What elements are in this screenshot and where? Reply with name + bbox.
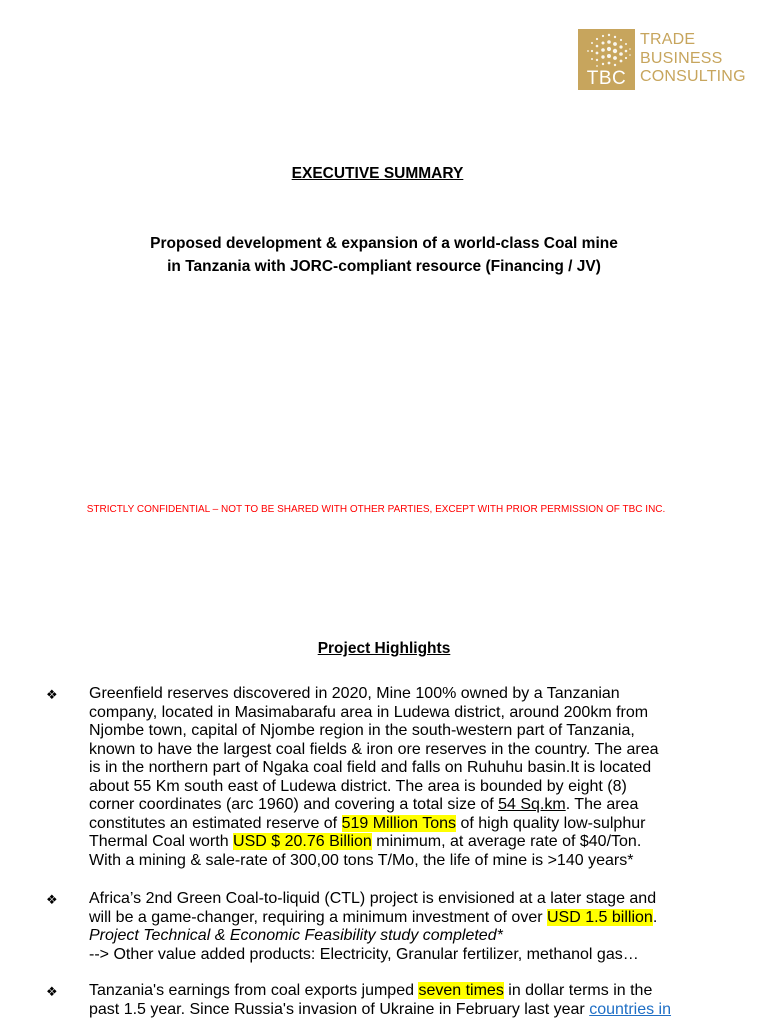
countries-link[interactable]: countries in: [589, 1000, 672, 1018]
bullet-3-line: [89, 1001, 729, 1020]
text-run: constitutes an estimated reserve of: [89, 814, 342, 832]
bullet-1-line: about 55 Km south east of Ludewa district. The area is bounded by eight (8): [89, 777, 627, 795]
text-run: Thermal Coal worth: [89, 833, 234, 850]
text-run: minimum, at average rate of $40/Ton.: [371, 833, 642, 850]
bullet-1-line: [89, 796, 729, 815]
text-run: of high quality low-sulphur: [456, 814, 646, 832]
bullet-2-line: --> Other value added products: Electricity, Granular fertilizer, methanol gas…: [89, 945, 639, 963]
diamond-bullet-icon: ❖: [46, 687, 58, 702]
area-size-underlined: 54 Sq.km: [498, 796, 566, 813]
logo-mark-text: TBC: [586, 68, 627, 89]
bullet-1-line: [89, 815, 729, 834]
bullet-2-line: Project Technical & Economic Feasibility study completed*: [89, 927, 503, 944]
tbc-logo: [578, 29, 758, 91]
investment-highlight: USD 1.5 billion: [546, 908, 653, 926]
logo-wordmark: [640, 31, 746, 87]
logo-word-business: BUSINESS: [640, 49, 723, 67]
text-run: past 1.5 year. Since Russia's invasion of Ukraine in February last year: [89, 1000, 590, 1018]
confidential-notice: STRICTLY CONFIDENTIAL – NOT TO BE SHARED WITH OTHER PARTIES, EXCEPT WITH PRIOR PERMISSION OF TBC INC.: [86, 504, 666, 515]
bullet-3-line: [89, 982, 729, 1001]
text-run: Tanzania's earnings from coal exports jumped: [89, 982, 419, 999]
diamond-bullet-icon: ❖: [46, 892, 58, 907]
bullet-1-line: company, located in Masimabarafu area in Ludewa district, around 200km from: [89, 703, 649, 721]
logo-word-consulting: CONSULTING: [640, 68, 746, 85]
subtitle-line-1: Proposed development & expansion of a world-class Coal mine: [150, 235, 618, 252]
logo-mark: [578, 29, 635, 90]
reserve-highlight: 519 Million Tons: [341, 814, 457, 832]
section-heading-project-highlights: Project Highlights: [317, 640, 451, 657]
subtitle-line-2: in Tanzania with JORC-compliant resource (Financing / JV): [167, 258, 601, 275]
bullet-1-line: known to have the largest coal fields & iron ore reserves in the country. The area: [89, 740, 659, 758]
value-highlight: USD $ 20.76 Billion: [233, 833, 372, 850]
bullet-1-line: Greenfield reserves discovered in 2020, Mine 100% owned by a Tanzanian: [89, 685, 620, 702]
text-run: . The area: [565, 796, 639, 813]
logo-word-trade: TRADE: [640, 31, 696, 48]
text-run: in dollar terms in the: [503, 982, 653, 999]
bullet-1-line: [89, 833, 729, 852]
bullet-2-text: [89, 890, 729, 964]
document-title: EXECUTIVE SUMMARY: [291, 165, 464, 182]
text-run: corner coordinates (arc 1960) and covering a total size of: [89, 796, 499, 813]
bullet-1-text: [89, 685, 729, 870]
bullet-2-line: [89, 909, 729, 928]
bullet-2-line: Africa’s 2nd Green Coal-to-liquid (CTL) project is envisioned at a later stage and: [89, 890, 657, 907]
diamond-bullet-icon: ❖: [46, 984, 58, 999]
bullet-1-line: With a mining & sale-rate of 300,00 tons T/Mo, the life of mine is >140 years*: [89, 851, 634, 869]
bullet-1-line: is in the northern part of Ngaka coal field and falls on Ruhuhu basin.It is located: [89, 759, 652, 776]
growth-highlight: seven times: [418, 982, 504, 999]
bullet-3-text: [89, 982, 729, 1019]
text-run: will be a game-changer, requiring a minimum investment of over: [89, 908, 547, 926]
document-subtitle: [0, 232, 768, 278]
globe-dots-icon: [578, 29, 635, 73]
text-run: .: [652, 908, 658, 926]
bullet-1-line: Njombe town, capital of Njombe region in the south-western part of Tanzania,: [89, 722, 635, 739]
